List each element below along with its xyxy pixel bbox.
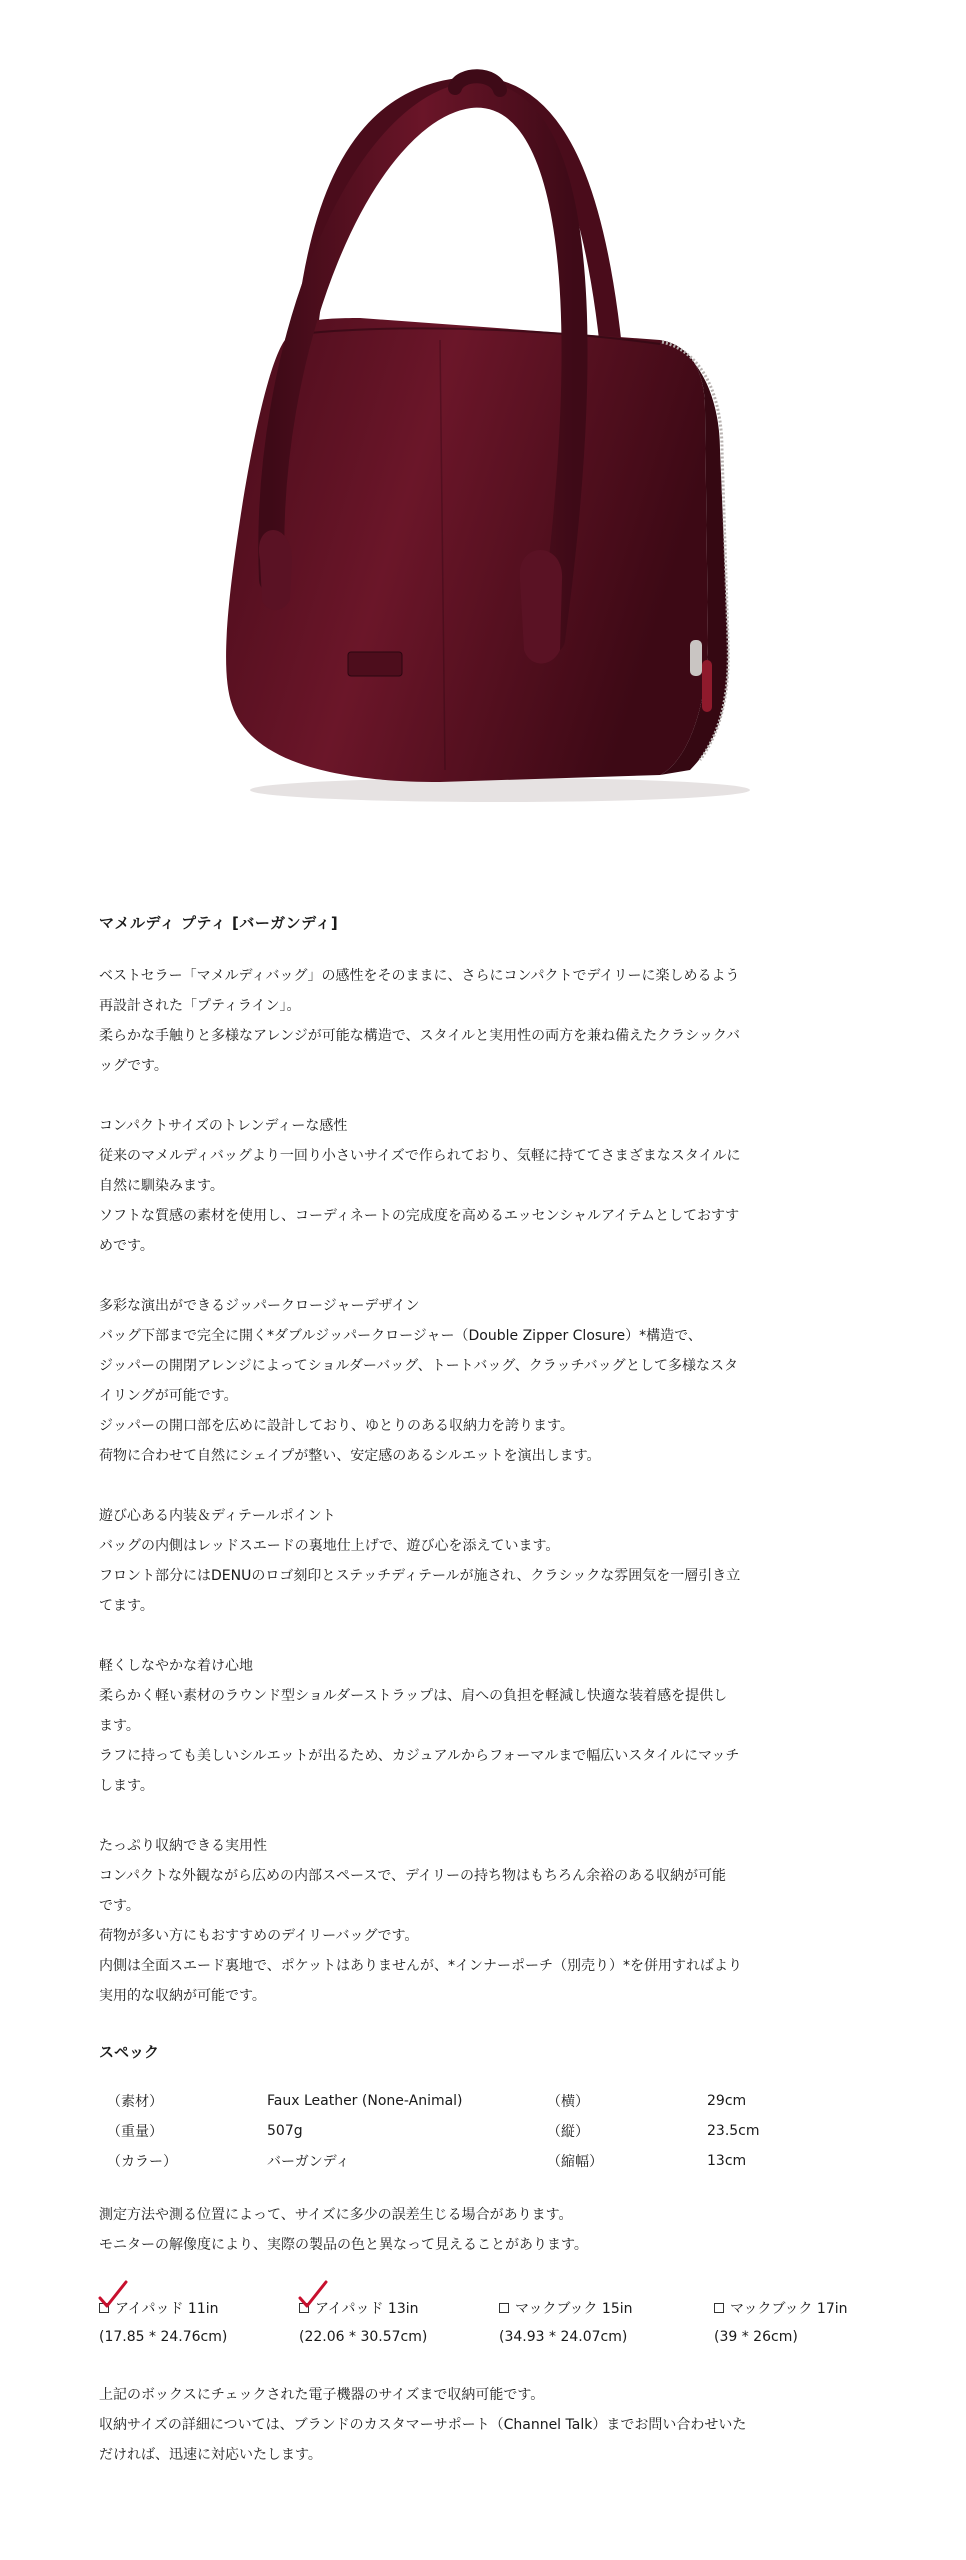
section-line: します。 xyxy=(99,1778,154,1794)
section-line: 自然に馴染みます。 xyxy=(99,1178,224,1194)
footer-line: 収納サイズの詳細については、ブランドのカスタマーサポート（Channel Talk）までお問い合わせいた xyxy=(99,2417,747,2433)
device-item xyxy=(499,2294,633,2352)
spec-value: 13cm xyxy=(707,2153,747,2169)
description-section xyxy=(99,961,879,1081)
device-dims: (17.85 * 24.76cm) xyxy=(99,2329,228,2345)
footer-line: 上記のボックスにチェックされた電子機器のサイズまで収納可能です。 xyxy=(99,2387,545,2403)
product-image xyxy=(0,0,966,860)
spec-title: スペック xyxy=(99,2043,160,2061)
device-item xyxy=(714,2294,848,2352)
note-line: モニターの解像度により、実際の製品の色と異なって見えることがあります。 xyxy=(99,2237,588,2253)
checkmark-icon xyxy=(298,2278,330,2310)
spec-value: Faux Leather (None-Animal) xyxy=(267,2093,463,2109)
device-item xyxy=(99,2294,227,2352)
section-line: 実用的な収納が可能です。 xyxy=(99,1988,266,2004)
device-name: アイパッド 13in xyxy=(315,2301,419,2317)
spec-value: 29cm xyxy=(707,2093,747,2109)
table-row xyxy=(107,2116,867,2146)
device-dims: (34.93 * 24.07cm) xyxy=(499,2329,628,2345)
device-name: マックブック 17in xyxy=(730,2301,848,2317)
section-heading: 軽くしなやかな着け心地 xyxy=(99,1658,253,1674)
section-line: イリングが可能です。 xyxy=(99,1388,238,1404)
device-compatibility xyxy=(99,2294,879,2356)
table-row xyxy=(107,2146,867,2176)
size-notes xyxy=(99,2200,879,2260)
section-line: てます。 xyxy=(99,1598,154,1614)
section-heading: 遊び心ある内装＆ディテールポイント xyxy=(99,1508,336,1524)
section-line: ジッパーの開閉アレンジによってショルダーバッグ、トートバッグ、クラッチバッグとして多様なスタ xyxy=(99,1358,738,1374)
description-section xyxy=(99,1111,879,1261)
description-section xyxy=(99,1651,879,1801)
section-line: 内側は全面スエード裏地で、ポケットはありませんが、*インナーポーチ（別売り）*を併用すればより xyxy=(99,1958,743,1974)
section-line: フロント部分にはDENUのロゴ刻印とステッチディテールが施され、クラシックな雰囲気を一層引き立 xyxy=(99,1568,741,1584)
description-section xyxy=(99,1831,879,2011)
checkbox-icon xyxy=(714,2303,724,2313)
note-line: 測定方法や測る位置によって、サイズに多少の誤差生じる場合があります。 xyxy=(99,2207,573,2223)
section-line: ッグです。 xyxy=(99,1058,168,1074)
section-heading: コンパクトサイズのトレンディーな感性 xyxy=(99,1118,348,1134)
device-dims: (22.06 * 30.57cm) xyxy=(299,2329,428,2345)
section-line: めです。 xyxy=(99,1238,154,1254)
section-line: 荷物が多い方にもおすすめのデイリーバッグです。 xyxy=(99,1928,419,1944)
section-line: コンパクトな外観ながら広めの内部スペースで、デイリーの持ち物はもちろん余裕のある収納が可能 xyxy=(99,1868,727,1884)
storage-footer xyxy=(99,2380,879,2470)
product-description xyxy=(99,912,879,2470)
spec-label: （縮幅） xyxy=(547,2154,603,2170)
checkbox-icon xyxy=(499,2303,509,2313)
spec-label: （カラー） xyxy=(107,2154,177,2170)
device-item xyxy=(299,2294,427,2352)
section-heading: 多彩な演出ができるジッパークロージャーデザイン xyxy=(99,1298,420,1314)
section-line: バッグの内側はレッドスエードの裏地仕上げで、遊び心を添えています。 xyxy=(99,1538,560,1554)
section-line: 再設計された「プティライン」。 xyxy=(99,998,301,1014)
section-line: ソフトな質感の素材を使用し、コーディネートの完成度を高めるエッセンシャルアイテムとしておすす xyxy=(99,1208,740,1224)
footer-line: だければ、迅速に対応いたします。 xyxy=(99,2447,322,2463)
section-line: 荷物に合わせて自然にシェイプが整い、安定感のあるシルエットを演出します。 xyxy=(99,1448,601,1464)
spec-value: バーガンディ xyxy=(267,2154,350,2170)
product-title: マメルディ プティ [バーガンディ] xyxy=(99,914,339,932)
section-heading: ベストセラー「マメルディバッグ」の感性をそのままに、さらにコンパクトでデイリーに楽しめるよう xyxy=(99,968,740,984)
spec-label: （素材） xyxy=(107,2094,163,2110)
spec-value: 507g xyxy=(267,2123,303,2139)
spec-label: （縦） xyxy=(547,2124,589,2140)
spec-table xyxy=(107,2086,867,2176)
checkbox-icon xyxy=(99,2303,109,2313)
table-row xyxy=(107,2086,867,2116)
spec-label: （重量） xyxy=(107,2124,163,2140)
section-line: 柔らかく軽い素材のラウンド型ショルダーストラップは、肩への負担を軽減し快適な装着感を提供し xyxy=(99,1688,728,1704)
section-line: 従来のマメルディバッグより一回り小さいサイズで作られており、気軽に持ててさまざまなスタイルに xyxy=(99,1148,741,1164)
description-section xyxy=(99,1291,879,1471)
checkmark-icon xyxy=(98,2278,130,2310)
section-line: ラフに持っても美しいシルエットが出るため、カジュアルからフォーマルまで幅広いスタイルにマッチ xyxy=(99,1748,740,1764)
section-line: ます。 xyxy=(99,1718,140,1734)
checkbox-icon xyxy=(299,2303,309,2313)
device-name: アイパッド 11in xyxy=(115,2301,219,2317)
section-line: 柔らかな手触りと多様なアレンジが可能な構造で、スタイルと実用性の両方を兼ね備えたクラシックバ xyxy=(99,1028,741,1044)
section-line: です。 xyxy=(99,1898,140,1914)
section-line: バッグ下部まで完全に開く*ダブルジッパークロージャー（Double Zipper Closure）*構造で、 xyxy=(99,1328,702,1344)
device-name: マックブック 15in xyxy=(515,2301,633,2317)
spec-label: （横） xyxy=(547,2094,589,2110)
spec-value: 23.5cm xyxy=(707,2123,760,2139)
section-line: ジッパーの開口部を広めに設計しており、ゆとりのある収納力を誇ります。 xyxy=(99,1418,574,1434)
section-heading: たっぷり収納できる実用性 xyxy=(99,1838,267,1854)
description-section xyxy=(99,1501,879,1621)
device-dims: (39 * 26cm) xyxy=(714,2329,798,2345)
